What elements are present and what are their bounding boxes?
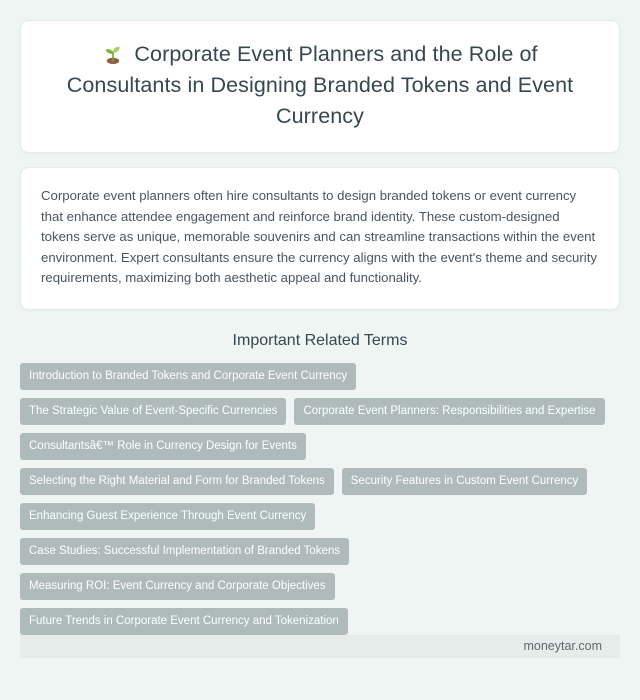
term-tag[interactable]: Introduction to Branded Tokens and Corporate Event Currency <box>20 363 356 390</box>
page-title <box>43 39 597 132</box>
summary-card <box>20 167 620 310</box>
term-tag[interactable]: Corporate Event Planners: Responsibilities and Expertise <box>294 398 604 425</box>
term-tag[interactable]: Consultantsâ€™ Role in Currency Design for Events <box>20 433 306 460</box>
footer-bar <box>20 635 620 659</box>
summary-paragraph: Corporate event planners often hire consultants to design branded tokens or event currency that enhance attendee engagement and reinforce brand identity. These custom-designed tokens serve as unique, memorable souvenirs and can streamline transactions within the event environment. Expert consultants ensure the currency aligns with the event's theme and security requirements, maximizing both aesthetic appeal and functionality. <box>41 188 597 285</box>
related-terms-list <box>20 363 620 635</box>
term-tag[interactable]: Case Studies: Successful Implementation of Branded Tokens <box>20 538 349 565</box>
page-title-text: Corporate Event Planners and the Role of Consultants in Designing Branded Tokens and Event Currency <box>66 42 574 128</box>
title-card <box>20 20 620 153</box>
term-tag[interactable]: Future Trends in Corporate Event Currency and Tokenization <box>20 608 348 635</box>
term-tag[interactable]: Enhancing Guest Experience Through Event Currency <box>20 503 315 530</box>
related-terms-heading: Important Related Terms <box>232 331 408 349</box>
footer-site-label: moneytar.com <box>523 639 602 654</box>
term-tag[interactable]: Security Features in Custom Event Currency <box>342 468 588 495</box>
seedling-icon <box>102 43 124 65</box>
term-tag[interactable]: Selecting the Right Material and Form for Branded Tokens <box>20 468 334 495</box>
term-tag[interactable]: Measuring ROI: Event Currency and Corporate Objectives <box>20 573 335 600</box>
term-tag[interactable]: The Strategic Value of Event-Specific Currencies <box>20 398 286 425</box>
